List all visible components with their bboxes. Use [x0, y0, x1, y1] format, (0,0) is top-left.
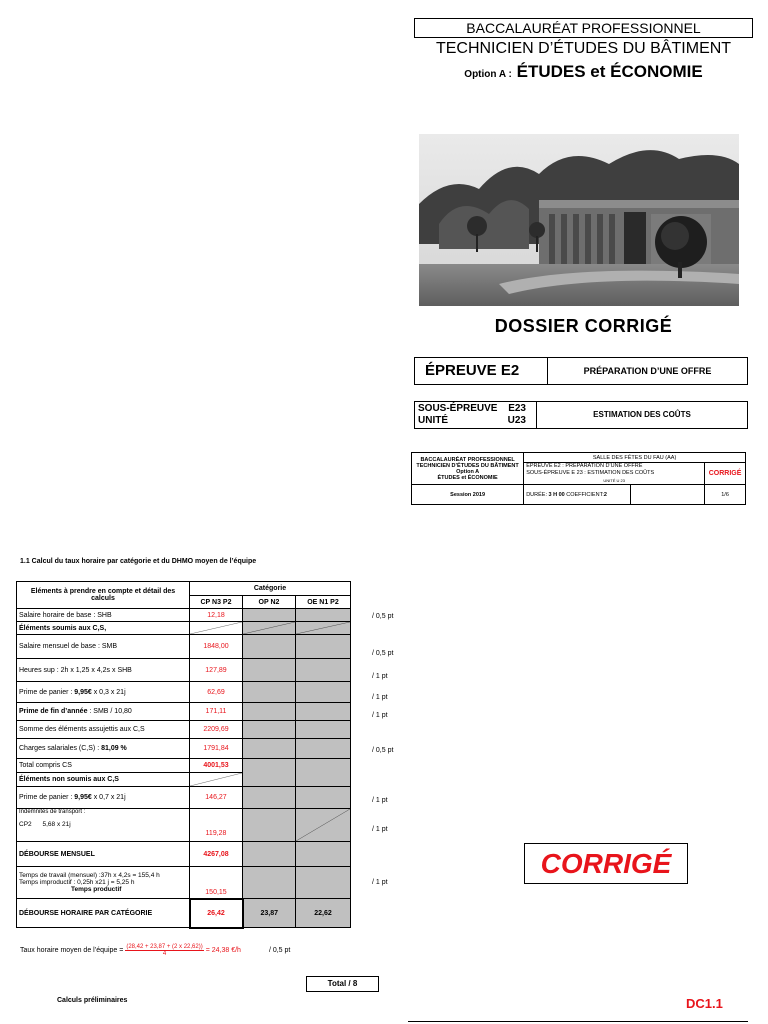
grey-cell [296, 682, 351, 703]
taux-label: Taux horaire moyen de l’équipe = [20, 947, 124, 954]
taux-denominator: 4 [162, 951, 167, 957]
row-fin-value: 171,11 [190, 703, 243, 721]
sous-epreuve-codes [415, 402, 537, 428]
panier-label-c: x 0,3 x 21j [91, 688, 126, 696]
points-panier: / 1 pt [372, 694, 388, 701]
row-totalcs-label: Total compris CS [17, 759, 190, 773]
unite-code: U23 [507, 415, 526, 426]
col-cp: CP N3 P2 [190, 596, 243, 609]
grey-cell [243, 867, 296, 899]
info-left-cell [412, 453, 524, 485]
info-left-line4: ÉTUDES et ÉCONOMIE [437, 474, 498, 481]
info-corrige: CORRIGÉ [705, 463, 746, 485]
grey-cell [296, 721, 351, 739]
grey-cell [296, 703, 351, 721]
row-temps-label [17, 867, 190, 899]
info-ep-line2: SOUS-ÉPREUVE E 23 : ESTIMATION DES COÛTS [526, 470, 655, 476]
row-dh-value-cp: 26,42 [190, 899, 243, 928]
epreuve-label: ÉPREUVE E2 [415, 358, 548, 384]
temps-label1: Temps de travail (mensuel) :37h x 4,2s = 155,4 h [19, 872, 160, 879]
grey-cell [243, 659, 296, 682]
option-title [414, 62, 753, 82]
row-transport-value: 119,28 [190, 809, 243, 842]
row-somme-label: Somme des éléments assujettis aux C,S [17, 721, 190, 739]
taux-fraction [125, 944, 203, 957]
transport-label1: Indemnités de transport : [19, 809, 86, 815]
grey-cell [296, 659, 351, 682]
info-left-line1: BACCALAURÉAT PROFESSIONNEL [420, 456, 515, 463]
grey-cell [296, 842, 351, 867]
transport-label2: CP2 [19, 821, 32, 828]
points-fin: / 1 pt [372, 712, 388, 719]
sous-epreuve-code: E23 [508, 403, 526, 414]
row-nonsoumis-label: Éléments non soumis aux C,S [17, 773, 190, 787]
section-title: 1.1 Calcul du taux horaire par catégorie et du DHMO moyen de l’équipe [20, 558, 257, 565]
grey-cell [243, 739, 296, 759]
epreuve-box [414, 357, 748, 385]
points-shb: / 0,5 pt [372, 613, 394, 620]
panier2-label-c: x 0,7 x 21j [91, 794, 126, 801]
info-left-line2: TECHNICIEN D’ÉTUDES DU BÂTIMENT [416, 462, 519, 469]
sous-epreuve-label: SOUS-ÉPREUVE [418, 403, 498, 414]
grey-cell [296, 635, 351, 659]
panier2-label-b: 9,95€ [74, 794, 92, 801]
grey-cell [243, 609, 296, 622]
row-debourse-value: 4267,08 [190, 842, 243, 867]
row-soumis-label: Éléments soumis aux C,S, [17, 622, 190, 635]
points-smb: / 0,5 pt [372, 650, 394, 657]
grey-cell [243, 635, 296, 659]
building-photo [419, 134, 739, 306]
fin-label-a: Prime de fin d’année [19, 708, 88, 715]
exam-title-box: BACCALAURÉAT PROFESSIONNEL [414, 18, 753, 38]
grey-cell [243, 787, 296, 809]
table-head-left: Eléments à prendre en compte et détail des calculs [17, 582, 190, 609]
rate-table [16, 581, 351, 929]
grey-cell [243, 842, 296, 867]
row-smb-label: Salaire mensuel de base : SMB [17, 635, 190, 659]
building-illustration [419, 134, 739, 306]
charges-label-b: 81,09 % [101, 745, 127, 752]
row-temps-value: 150,15 [190, 867, 243, 899]
total-box: Total / 8 [306, 976, 379, 992]
grey-cell [243, 809, 296, 842]
grey-cell [243, 682, 296, 703]
row-dh-value-op: 23,87 [243, 899, 296, 928]
grey-cell [296, 759, 351, 787]
temps-label3: Temps productif [71, 886, 122, 893]
transport-label3: 5,68 x 21j [42, 821, 71, 828]
dossier-title: DOSSIER CORRIGÉ [494, 316, 673, 336]
row-dh-label: DÉBOURSE HORAIRE PAR CATÉGORIE [17, 899, 190, 928]
row-smb-value: 1848,00 [190, 635, 243, 659]
bottom-rule [408, 1021, 748, 1022]
col-op: OP N2 [243, 596, 296, 609]
option-name: ÉTUDES et ÉCONOMIE [516, 62, 703, 81]
row-hsup-label: Heures sup : 2h x 1,25 x 4,2s x SHB [17, 659, 190, 682]
coef-label: COEFFICIENT: [566, 491, 604, 498]
row-dh-value-oe: 22,62 [296, 899, 351, 928]
row-hsup-value: 127,89 [190, 659, 243, 682]
grey-cell [296, 867, 351, 899]
taux-numerator: (28,42 + 23,87 + (2 x 22,62)) [126, 944, 203, 950]
charges-label-a: Charges salariales (C,S) : [19, 745, 102, 752]
row-shb-label: Salaire horaire de base : SHB [17, 609, 190, 622]
row-transport-label [17, 809, 190, 842]
epreuve-title: PRÉPARATION D’UNE OFFRE [583, 366, 712, 376]
sous-epreuve-box [414, 401, 748, 429]
diagonal-cell [190, 622, 243, 635]
diagonal-cell [296, 809, 351, 842]
diagonal-cell [296, 622, 351, 635]
diagonal-cell [243, 622, 296, 635]
info-page: 1/6 [705, 485, 746, 505]
grey-cell [243, 703, 296, 721]
row-totalcs-value: 4001,53 [190, 759, 243, 773]
row-panier2-label [17, 787, 190, 809]
unite-label: UNITÉ [418, 415, 448, 426]
row-shb-value: 12,18 [190, 609, 243, 622]
panier-label-b: 9,95€ [74, 688, 92, 696]
row-charges-value: 1791,84 [190, 739, 243, 759]
coef-value: 2 [603, 491, 607, 498]
grey-cell [296, 739, 351, 759]
points-charges: / 0,5 pt [372, 747, 394, 754]
footer-label: Calculs préliminaires [57, 997, 128, 1004]
grey-cell [243, 721, 296, 739]
grey-cell [296, 609, 351, 622]
row-somme-value: 2209,69 [190, 721, 243, 739]
fin-label-b: : SMB / 10,80 [87, 708, 132, 715]
row-panier-value: 62,69 [190, 682, 243, 703]
info-empty [631, 485, 705, 505]
info-session: Session 2019 [412, 485, 524, 505]
taux-result: = 24,38 €/h [205, 947, 241, 954]
temps-label2: Temps improductif : 0,25h x21 j = 5,25 h [19, 879, 135, 886]
taux-points: / 0,5 pt [268, 947, 291, 954]
panier-label-a: Prime de panier : [19, 688, 75, 696]
points-temps: / 1 pt [372, 879, 388, 886]
row-panier-label [17, 682, 190, 703]
info-ep-line3: UNITÉ U 23 [603, 478, 625, 483]
diagonal-cell [190, 773, 243, 787]
info-ep-line1: ÉPREUVE E2 : PRÉPARATION D’UNE OFFRE [526, 463, 643, 469]
info-duree [524, 485, 631, 505]
document-code: DC1.1 [686, 996, 723, 1011]
average-rate-formula [20, 944, 290, 957]
corrige-stamp: CORRIGÉ [524, 843, 688, 884]
duree-value: 3 H 00 [548, 491, 565, 498]
option-prefix: Option A : [464, 69, 512, 80]
specialty-title: TECHNICIEN D’ÉTUDES DU BÂTIMENT [435, 40, 732, 57]
row-panier2-value: 146,27 [190, 787, 243, 809]
points-transport: / 1 pt [372, 826, 388, 833]
grey-cell [243, 759, 296, 787]
duree-label: DURÉE: [526, 491, 547, 498]
info-left-line3: Option A [456, 468, 480, 475]
sous-epreuve-title: ESTIMATION DES COÛTS [593, 410, 691, 419]
row-debourse-label: DÉBOURSE MENSUEL [17, 842, 190, 867]
grey-cell [296, 787, 351, 809]
points-hsup: / 1 pt [372, 673, 388, 680]
table-head-category: Catégorie [190, 582, 351, 596]
info-epreuve-cell [524, 463, 705, 485]
exam-info-table [411, 452, 746, 505]
panier2-label-a: Prime de panier : [19, 794, 75, 801]
col-oe: OE N1 P2 [296, 596, 351, 609]
row-charges-label [17, 739, 190, 759]
row-fin-label [17, 703, 190, 721]
points-panier2: / 1 pt [372, 797, 388, 804]
info-salle: SALLE DES FÊTES DU FAU (AA) [524, 453, 746, 463]
